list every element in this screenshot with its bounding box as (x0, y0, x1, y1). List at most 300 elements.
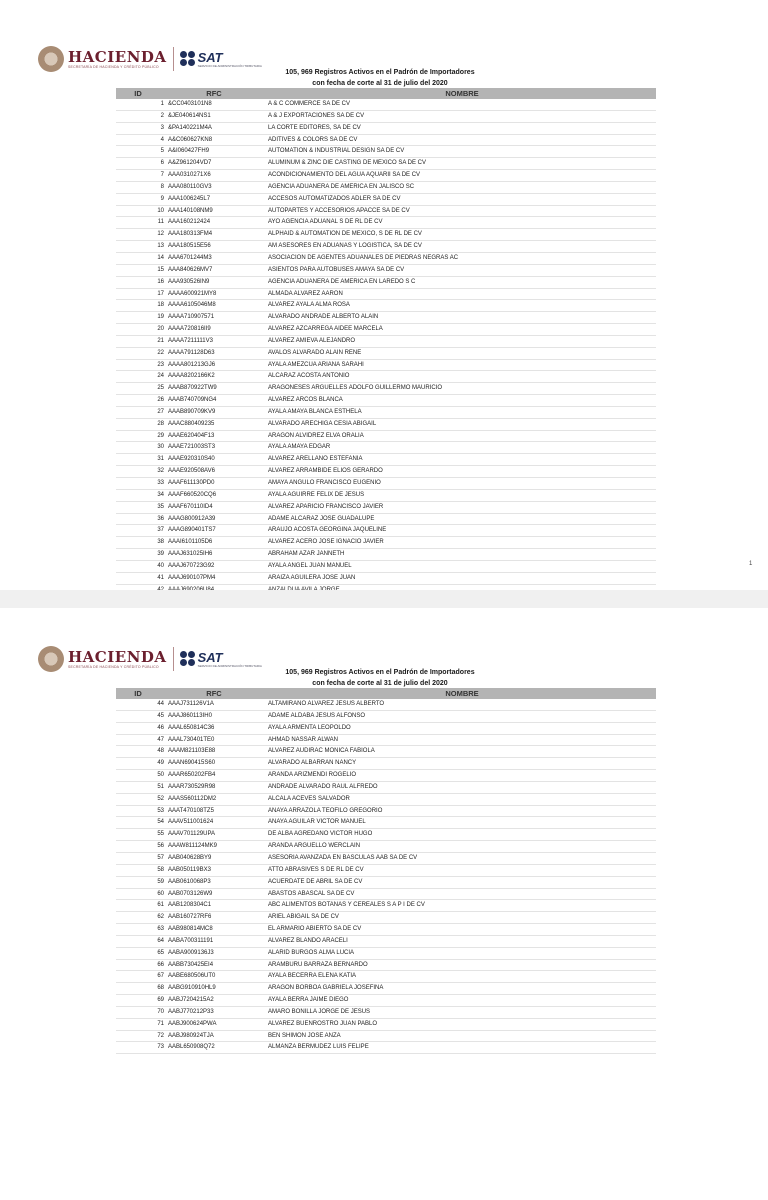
cell-rfc: AAAE721003ST3 (168, 444, 216, 451)
cell-id: 49 (157, 760, 164, 767)
table-row (116, 383, 656, 395)
cell-rfc: AABA700311191 (168, 937, 214, 944)
sat-logo-icon (180, 651, 196, 667)
sat-logo-text: SAT (197, 649, 223, 665)
cell-id: 63 (157, 926, 164, 933)
table-row (116, 983, 656, 995)
cell-rfc: AAAA600921MY8 (168, 290, 217, 297)
cell-nombre: ALVARADO ARECHIGA CESIA ABIGAIL (268, 420, 377, 427)
cell-rfc: AAAA710907571 (168, 314, 215, 321)
table-row (116, 111, 656, 123)
page-number: 1 (749, 561, 753, 567)
cell-rfc: AABJ980924TJA (168, 1032, 214, 1039)
cell-id: 60 (157, 890, 164, 897)
cell-nombre: AYALA BERRA JAIME DIEGO (268, 997, 349, 1004)
cell-nombre: ARANDA ARIZMENDI ROGELIO (268, 772, 357, 779)
table-body (116, 699, 656, 1054)
cell-id: 47 (157, 736, 164, 743)
table-row (116, 711, 656, 723)
table-row (116, 146, 656, 158)
cell-id: 41 (157, 574, 164, 581)
table-row (116, 900, 656, 912)
cell-id: 25 (157, 385, 164, 392)
table-row (116, 960, 656, 972)
cell-nombre: ALVAREZ ARRAMBIDE ELIOS GERARDO (268, 468, 383, 475)
table-row (116, 877, 656, 889)
cell-rfc: AAAA8202166K2 (168, 373, 215, 380)
cell-nombre: ABRAHAM AZAR JANNETH (268, 551, 345, 558)
coat-of-arms-icon (38, 646, 64, 672)
cell-rfc: AAAJ690107PM4 (168, 574, 216, 581)
cell-id: 1 (160, 101, 164, 107)
cell-rfc: AAAL730401TE0 (168, 736, 215, 743)
cell-nombre: ACCESOS AUTOMATIZADOS ADLER SA DE CV (268, 195, 401, 202)
cell-nombre: LA CORTE EDITORES, SA DE CV (268, 124, 361, 131)
cell-nombre: AYALA ARMENTA LEOPOLDO (268, 724, 351, 731)
cell-id: 71 (157, 1020, 164, 1027)
cell-id: 72 (157, 1032, 164, 1039)
table-row (116, 431, 656, 443)
table-row (116, 936, 656, 948)
cell-nombre: ALVAREZ AYALA ALMA ROSA (268, 302, 350, 309)
cell-rfc: AAA180313FM4 (168, 231, 213, 238)
cell-id: 14 (157, 254, 164, 261)
table-row (116, 442, 656, 454)
cell-nombre: ALVAREZ ARELLANO ESTEFANIA (268, 456, 363, 463)
cell-id: 55 (157, 831, 164, 838)
cell-id: 12 (157, 231, 164, 238)
cell-nombre: AM ASESORES EN ADUANAS Y LOGISTICA, SA DE CV (268, 243, 422, 250)
hacienda-subtitle: SECRETARÍA DE HACIENDA Y CRÉDITO PÚBLICO (68, 65, 159, 69)
cell-rfc: AAAR730529R98 (168, 783, 216, 790)
cell-id: 34 (157, 491, 164, 498)
importers-table (116, 688, 656, 1054)
table-row (116, 723, 656, 735)
cell-nombre: ARAIZA AGUILERA JOSE JUAN (268, 574, 356, 581)
cell-id: 3 (160, 124, 164, 131)
cell-nombre: ALVAREZ AUDIRAC MONICA FABIOLA (268, 748, 375, 755)
cell-rfc: AAAB870922TW9 (168, 385, 217, 392)
cell-rfc: AAAA791128D63 (168, 349, 215, 356)
cell-nombre: ALVARADO ALBARRAN NANCY (268, 760, 357, 767)
table-row (116, 1007, 656, 1019)
cell-rfc: AABE680506UT0 (168, 973, 216, 980)
title-line-2: con fecha de corte al 31 de julio del 2020 (312, 680, 448, 687)
cell-rfc: AAA1006245L7 (168, 195, 211, 202)
cell-rfc: AAAS560112DM2 (168, 795, 217, 802)
column-header-id: ID (134, 89, 142, 98)
cell-id: 27 (157, 408, 164, 415)
document-title (180, 667, 580, 689)
column-header-rfc: RFC (206, 89, 222, 98)
cell-nombre: AYALA AMAYA EDGAR (268, 444, 331, 451)
table-row (116, 206, 656, 218)
cell-rfc: AAAA6105046M8 (168, 302, 216, 309)
table-row (116, 770, 656, 782)
cell-nombre: ALVAREZ ARCOS BLANCA (268, 397, 343, 404)
cell-rfc: AAB160727RF6 (168, 914, 212, 921)
cell-nombre: ALTAMIRANO ALVAREZ JESUS ALBERTO (268, 701, 385, 707)
cell-nombre: ADAME ALCARAZ JOSE GUADALUPE (268, 515, 375, 522)
cell-rfc: &CC0403101N8 (168, 101, 212, 107)
table-row (116, 289, 656, 301)
cell-rfc: AABL650908Q72 (168, 1044, 215, 1051)
cell-nombre: AVALOS ALVARADO ALAIN RENE (268, 349, 362, 356)
cell-nombre: AGENCIA ADUANERA DE AMERICA EN LAREDO S C (268, 278, 416, 285)
sat-subtitle: SERVICIO DE ADMINISTRACIÓN TRIBUTARIA (197, 63, 262, 68)
cell-rfc: AABJ900624PWA (168, 1020, 217, 1027)
cell-rfc: AAAG890401TS7 (168, 527, 216, 534)
table-row (116, 561, 656, 573)
table-row (116, 217, 656, 229)
column-header-nombre: NOMBRE (445, 89, 479, 98)
title-line-2: con fecha de corte al 31 de julio del 2020 (312, 80, 448, 87)
table-row (116, 853, 656, 865)
cell-rfc: AAAG800912A39 (168, 515, 216, 522)
cell-rfc: AAB980814MC8 (168, 926, 213, 933)
cell-nombre: ALVAREZ APARICIO FRANCISCO JAVIER (268, 503, 384, 510)
cell-rfc: AAAT470108TZ5 (168, 807, 214, 814)
cell-id: 7 (160, 172, 164, 179)
cell-nombre: AYALA AMEZCUA ARIANA SARAHI (268, 361, 364, 368)
cell-rfc: A&C060627KN8 (168, 136, 213, 143)
cell-id: 37 (157, 527, 164, 534)
cell-nombre: ARAGON BORBOA GABRIELA JOSEFINA (268, 985, 384, 992)
table-row (116, 454, 656, 466)
cell-id: 22 (157, 349, 164, 356)
table-row (116, 924, 656, 936)
cell-nombre: AYALA ANGEL JUAN MANUEL (268, 562, 352, 569)
cell-id: 21 (157, 337, 164, 344)
cell-id: 44 (157, 701, 164, 707)
table-row (116, 99, 656, 111)
title-line-1: 105, 969 Registros Activos en el Padrón de Importadores (285, 69, 475, 76)
cell-id: 17 (157, 290, 164, 297)
table-row (116, 746, 656, 758)
cell-id: 2 (160, 112, 164, 119)
table-row (116, 1042, 656, 1054)
column-header-nombre: NOMBRE (445, 689, 479, 698)
table-row (116, 1019, 656, 1031)
column-header-rfc: RFC (206, 689, 222, 698)
cell-id: 6 (160, 160, 164, 167)
table-row (116, 123, 656, 135)
table-row (116, 889, 656, 901)
cell-rfc: AAAI6101105D6 (168, 539, 213, 546)
cell-nombre: ARAMBURU BARRAZA BERNARDO (268, 961, 368, 968)
cell-rfc: AAAN690415S60 (168, 760, 216, 767)
cell-id: 11 (157, 219, 164, 226)
table-row (116, 277, 656, 289)
cell-nombre: ALMADA ALVAREZ AARON (268, 290, 343, 297)
table-row (116, 573, 656, 585)
table-row (116, 419, 656, 431)
cell-rfc: AAAB890709KV9 (168, 408, 216, 415)
table-row (116, 194, 656, 206)
cell-rfc: AAAJ670723G92 (168, 562, 215, 569)
cell-rfc: AAAJ631025IH6 (168, 551, 213, 558)
cell-id: 48 (157, 748, 164, 755)
table-row (116, 806, 656, 818)
column-header-id: ID (134, 689, 142, 698)
cell-id: 8 (160, 183, 164, 190)
cell-rfc: AAA180515E56 (168, 243, 211, 250)
cell-nombre: ACONDICIONAMIENTO DEL AGUA AQUARII SA DE CV (268, 172, 421, 179)
coat-of-arms-icon (38, 46, 64, 72)
cell-id: 53 (157, 807, 164, 814)
cell-nombre: ALVAREZ AMIEVA ALEJANDRO (268, 337, 356, 344)
table-row (116, 817, 656, 829)
cell-rfc: AAAE920508AV6 (168, 468, 215, 475)
table-header (116, 88, 656, 99)
cell-rfc: A&I060427FH9 (168, 148, 210, 155)
cell-rfc: AAAA7211111V3 (168, 337, 213, 344)
cell-rfc: &JE040614NS1 (168, 112, 211, 119)
cell-id: 66 (157, 961, 164, 968)
cell-rfc: AAB040628BY9 (168, 854, 212, 861)
cell-rfc: AAAA720816II9 (168, 326, 211, 333)
logo-divider (173, 647, 174, 671)
cell-rfc: AAAE620404F13 (168, 432, 215, 439)
cell-id: 20 (157, 326, 164, 333)
cell-rfc: AAAA801213GJ6 (168, 361, 216, 368)
cell-rfc: AAAL650814C36 (168, 724, 215, 731)
cell-rfc: AAAE920310S40 (168, 456, 215, 463)
cell-rfc: AAAF670110ID4 (168, 503, 213, 510)
cell-id: 16 (157, 278, 164, 285)
cell-rfc: AAAV701129UPA (168, 831, 216, 838)
cell-rfc: AAB050119BX3 (168, 866, 211, 873)
cell-nombre: ANAYA AGUILAR VICTOR MANUEL (268, 819, 366, 826)
cell-id: 29 (157, 432, 164, 439)
cell-id: 23 (157, 361, 164, 368)
cell-rfc: &PA140221M4A (168, 124, 212, 131)
cell-id: 54 (157, 819, 164, 826)
hacienda-subtitle: SECRETARÍA DE HACIENDA Y CRÉDITO PÚBLICO (68, 665, 159, 669)
cell-nombre: AYALA AMAYA BLANCA ESTHELA (268, 408, 362, 415)
cell-rfc: AABA9009136J3 (168, 949, 214, 956)
cell-nombre: ALVARADO ANDRADE ALBERTO ALAIN (268, 314, 379, 321)
cell-id: 15 (157, 266, 164, 273)
table-row (116, 170, 656, 182)
cell-id: 69 (157, 997, 164, 1004)
cell-id: 26 (157, 397, 164, 404)
cell-rfc: AAA840626MV7 (168, 266, 213, 273)
cell-nombre: AUTOMATION & INDUSTRIAL DESIGN SA DE CV (268, 148, 405, 155)
cell-nombre: ALVAREZ BLANDO ARACELI (268, 937, 348, 944)
table-row (116, 1031, 656, 1043)
table-row (116, 865, 656, 877)
table-row (116, 360, 656, 372)
cell-id: 38 (157, 539, 164, 546)
cell-nombre: AYO AGENCIA ADUANAL S DE RL DE CV (268, 219, 383, 226)
cell-id: 5 (160, 148, 164, 155)
cell-nombre: A & C COMMERCE SA DE CV (268, 101, 351, 107)
cell-rfc: AAAR650202FB4 (168, 772, 216, 779)
document-title (180, 67, 580, 89)
cell-nombre: ARAUJO ACOSTA GEORGINA JAQUELINE (268, 527, 387, 534)
table-header (116, 688, 656, 699)
table-row (116, 371, 656, 383)
cell-id: 64 (157, 937, 164, 944)
cell-id: 35 (157, 503, 164, 510)
cell-nombre: ALCALA ACEVES SALVADOR (268, 795, 350, 802)
cell-id: 30 (157, 444, 164, 451)
cell-id: 39 (157, 551, 164, 558)
cell-nombre: ADAME ALDABA JESUS ALFONSO (268, 712, 366, 719)
hacienda-logo-text: HACIENDA (68, 48, 167, 66)
cell-nombre: ASOCIACION DE AGENTES ADUANALES DE PIEDRAS NEGRAS AC (268, 254, 459, 261)
cell-rfc: AAAV511001624 (168, 819, 214, 826)
cell-nombre: ALVAREZ AZCARREGA AIDEE MARCELA (268, 326, 383, 333)
cell-nombre: AYALA BECERRA ELENA KATIA (268, 973, 357, 980)
cell-nombre: ANDRADE ALVARADO RAUL ALFREDO (268, 783, 378, 790)
cell-rfc: AAB0703126W9 (168, 890, 213, 897)
cell-id: 62 (157, 914, 164, 921)
table-row (116, 549, 656, 561)
cell-id: 31 (157, 456, 164, 463)
cell-nombre: ALVAREZ BUENROSTRO JUAN PABLO (268, 1020, 378, 1027)
table-row (116, 782, 656, 794)
cell-id: 68 (157, 985, 164, 992)
cell-nombre: ACUERDATE DE ABRIL SA DE CV (268, 878, 363, 885)
cell-nombre: ALVAREZ ACERO JOSE IGNACIO JAVIER (268, 539, 384, 546)
cell-rfc: AABB730425EI4 (168, 961, 214, 968)
cell-nombre: ARAGON ALVIDREZ ELVA ORALIA (268, 432, 364, 439)
cell-id: 56 (157, 843, 164, 850)
table-row (116, 241, 656, 253)
table-row (116, 336, 656, 348)
cell-id: 19 (157, 314, 164, 321)
cell-id: 61 (157, 902, 164, 909)
cell-rfc: AAA140108NM9 (168, 207, 213, 214)
sat-logo-icon (180, 51, 196, 67)
cell-nombre: ALUMINUM & ZINC DIE CASTING DE MEXICO SA DE CV (268, 160, 427, 167)
table-row (116, 948, 656, 960)
table-row (116, 794, 656, 806)
cell-id: 59 (157, 878, 164, 885)
cell-nombre: ABC ALIMENTOS BOTANAS Y CEREALES S A P I DE CV (268, 902, 425, 909)
cell-id: 50 (157, 772, 164, 779)
cell-rfc: AAA080110GV3 (168, 183, 212, 190)
cell-id: 45 (157, 712, 164, 719)
cell-nombre: AUTOPARTES Y ACCESORIOS APACCE SA DE CV (268, 207, 410, 214)
cell-rfc: AAAM821103E88 (168, 748, 216, 755)
cell-id: 58 (157, 866, 164, 873)
cell-id: 57 (157, 854, 164, 861)
cell-id: 51 (157, 783, 164, 790)
table-row (116, 841, 656, 853)
cell-rfc: A&Z961204VD7 (168, 160, 212, 167)
cell-id: 18 (157, 302, 164, 309)
cell-nombre: ALPHAID & AUTOMATION DE MEXICO, S DE RL DE CV (268, 231, 422, 238)
table-row (116, 182, 656, 194)
table-row (116, 312, 656, 324)
cell-id: 65 (157, 949, 164, 956)
cell-rfc: AAA6701244M3 (168, 254, 212, 261)
table-row (116, 490, 656, 502)
cell-rfc: AAAC880409235 (168, 420, 215, 427)
importers-table (116, 88, 656, 608)
cell-id: 67 (157, 973, 164, 980)
table-row (116, 324, 656, 336)
sat-logo-text: SAT (197, 49, 223, 65)
cell-nombre: ASIENTOS PARA AUTOBUSES AMAYA SA DE CV (268, 266, 405, 273)
cell-id: 40 (157, 562, 164, 569)
table-row (116, 829, 656, 841)
table-row (116, 537, 656, 549)
cell-id: 9 (160, 195, 164, 202)
cell-nombre: ADITIVES & COLORS SA DE CV (268, 136, 358, 143)
table-body (116, 99, 656, 608)
cell-nombre: ANAYA ARRAZOLA TEOFILO GREGORIO (268, 807, 383, 814)
cell-nombre: ABASTOS ABASCAL SA DE CV (268, 890, 355, 897)
cell-nombre: AMAYA ANGULO FRANCISCO EUGENIO (268, 480, 381, 486)
sat-subtitle: SERVICIO DE ADMINISTRACIÓN TRIBUTARIA (197, 663, 262, 668)
table-row (116, 253, 656, 265)
cell-rfc: AAAJ860113IH0 (168, 712, 212, 719)
cell-nombre: ALARID BURGOS ALMA LUCIA (268, 949, 355, 956)
cell-id: 33 (157, 480, 164, 486)
cell-id: 4 (160, 136, 164, 143)
table-row (116, 229, 656, 241)
cell-nombre: AHMAD NASSAR ALWAN (268, 736, 339, 743)
table-row (116, 912, 656, 924)
table-row (116, 265, 656, 277)
table-row (116, 395, 656, 407)
cell-nombre: ATTO ABRASIVES S DE RL DE CV (268, 866, 364, 873)
cell-rfc: AABJ770212P33 (168, 1008, 214, 1015)
table-row (116, 407, 656, 419)
cell-id: 32 (157, 468, 164, 475)
cell-id: 70 (157, 1008, 164, 1015)
title-line-1: 105, 969 Registros Activos en el Padrón de Importadores (285, 669, 475, 676)
cell-rfc: AAA160212424 (168, 219, 211, 226)
table-row (116, 735, 656, 747)
cell-id: 28 (157, 420, 164, 427)
cell-nombre: A & J EXPORTACIONES SA DE CV (268, 112, 365, 119)
table-row (116, 348, 656, 360)
cell-rfc: AAAF611130PD0 (168, 480, 215, 486)
cell-id: 52 (157, 795, 164, 802)
cell-rfc: AAB1208304C1 (168, 902, 212, 909)
table-row (116, 514, 656, 526)
table-row (116, 971, 656, 983)
table-row (116, 478, 656, 490)
cell-nombre: AYALA AGUIRRE FELIX DE JESUS (268, 491, 365, 498)
cell-rfc: AAAF660520CQ6 (168, 491, 217, 498)
cell-nombre: EL ARMARIO ABIERTO SA DE CV (268, 926, 362, 933)
table-row (116, 300, 656, 312)
cell-id: 73 (157, 1044, 164, 1051)
cell-nombre: ALMANZA BERMUDEZ LUIS FELIPE (268, 1044, 369, 1051)
cell-nombre: ALCARAZ ACOSTA ANTONIO (268, 373, 350, 380)
table-row (116, 502, 656, 514)
cell-rfc: AABG910910HL9 (168, 985, 216, 992)
cell-rfc: AAAW811124MK9 (168, 843, 217, 850)
table-row (116, 995, 656, 1007)
cell-nombre: ARIEL ABIGAIL SA DE CV (268, 914, 339, 921)
table-row (116, 466, 656, 478)
table-row (116, 758, 656, 770)
logo-divider (173, 47, 174, 71)
cell-nombre: AGENCIA ADUANERA DE AMERICA EN JALISCO SC (268, 183, 415, 190)
cell-rfc: AAB0610068P3 (168, 878, 211, 885)
table-row (116, 525, 656, 537)
cell-nombre: ASESORIA AVANZADA EN BASCULAS AAB SA DE CV (268, 854, 418, 861)
cell-id: 24 (157, 373, 164, 380)
cell-rfc: AAAB740709NG4 (168, 397, 217, 404)
